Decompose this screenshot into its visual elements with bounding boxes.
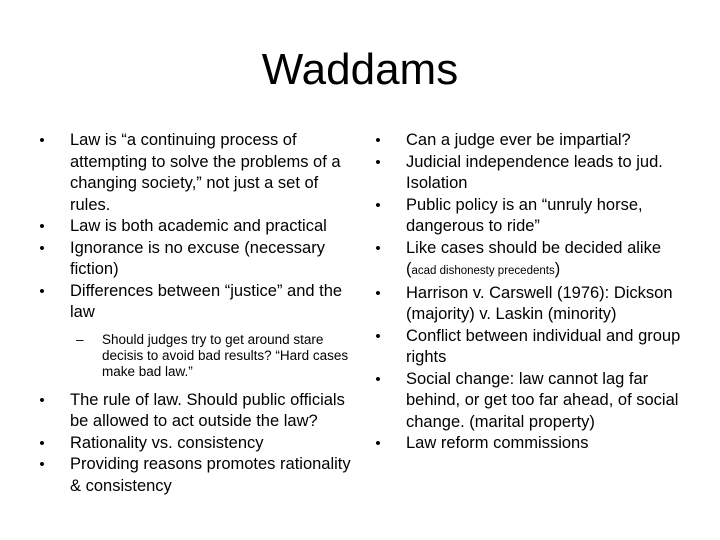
bullet-icon: • (375, 284, 381, 302)
list-item-text: Rationality vs. consistency (70, 433, 264, 452)
bullet-icon: • (375, 153, 381, 171)
list-item-text-suffix: ) (554, 260, 561, 278)
list-item (36, 281, 356, 324)
list-item-text: Providing reasons promotes rationality & consistency (70, 455, 351, 495)
list-item-text: Can a judge ever be impartial? (406, 131, 631, 149)
list-item-text: The rule of law. Should public officials be allowed to act outside the law? (70, 390, 345, 430)
list-item-text: Judicial independence leads to jud. Isolation (406, 152, 663, 192)
list-item-text: Social change: law cannot lag far behind, or get too far ahead, of social change. (marital property) (406, 369, 679, 431)
bullet-icon: • (375, 370, 381, 388)
bullet-icon: • (375, 132, 381, 149)
list-item-text-small: acad dishonesty precedents (411, 265, 555, 277)
list-item-text: Law reform commissions (406, 434, 589, 452)
list-item (36, 454, 356, 497)
bullet-icon: • (39, 239, 45, 257)
list-item (36, 130, 356, 216)
bullet-icon: • (39, 218, 45, 235)
list-item-text: Differences between “justice” and the law (70, 281, 343, 321)
list-item-text: Ignorance is no excuse (necessary fiction) (70, 238, 325, 278)
list-item-text: Law is both academic and practical (70, 217, 327, 235)
bullet-icon: • (375, 196, 381, 214)
list-item-text: Public policy is an “unruly horse, dangerous to ride” (406, 195, 643, 235)
list-item (372, 326, 692, 369)
list-item (36, 216, 356, 238)
list-item-text: Harrison v. Carswell (1976): Dickson (majority) v. Laskin (minority) (406, 283, 673, 323)
list-item (36, 433, 356, 455)
bullet-icon: • (375, 239, 381, 257)
bullet-icon: • (375, 435, 381, 452)
list-item-text: Law is “a continuing process of attempting to solve the problems of a changing society,” not just a set of rules. (70, 131, 341, 214)
dash-icon: – (76, 331, 84, 347)
list-item (372, 152, 692, 195)
right-bullet-list (372, 130, 692, 455)
list-item (372, 195, 692, 238)
bullet-icon: • (39, 434, 45, 452)
bullet-icon: • (39, 282, 45, 300)
list-item (36, 238, 356, 281)
sub-list-item (36, 332, 356, 380)
bullet-icon: • (39, 391, 45, 409)
list-item (372, 369, 692, 434)
list-item (36, 390, 356, 433)
left-bullet-list (36, 130, 356, 497)
bullet-icon: • (39, 456, 45, 473)
list-item (372, 130, 692, 152)
list-item-like-cases (372, 238, 692, 283)
bullet-icon: • (39, 132, 45, 149)
bullet-icon: • (375, 327, 381, 345)
list-item (372, 283, 692, 326)
slide-title: Waddams (261, 45, 459, 94)
list-item (372, 433, 692, 455)
list-item-text-prefix: Like cases should be decided alike ( (406, 238, 662, 278)
list-item-text: Conflict between individual and group rights (406, 326, 681, 366)
sub-list-item-text: Should judges try to get around stare decisis to avoid bad results? “Hard cases make bad law.” (102, 331, 349, 379)
